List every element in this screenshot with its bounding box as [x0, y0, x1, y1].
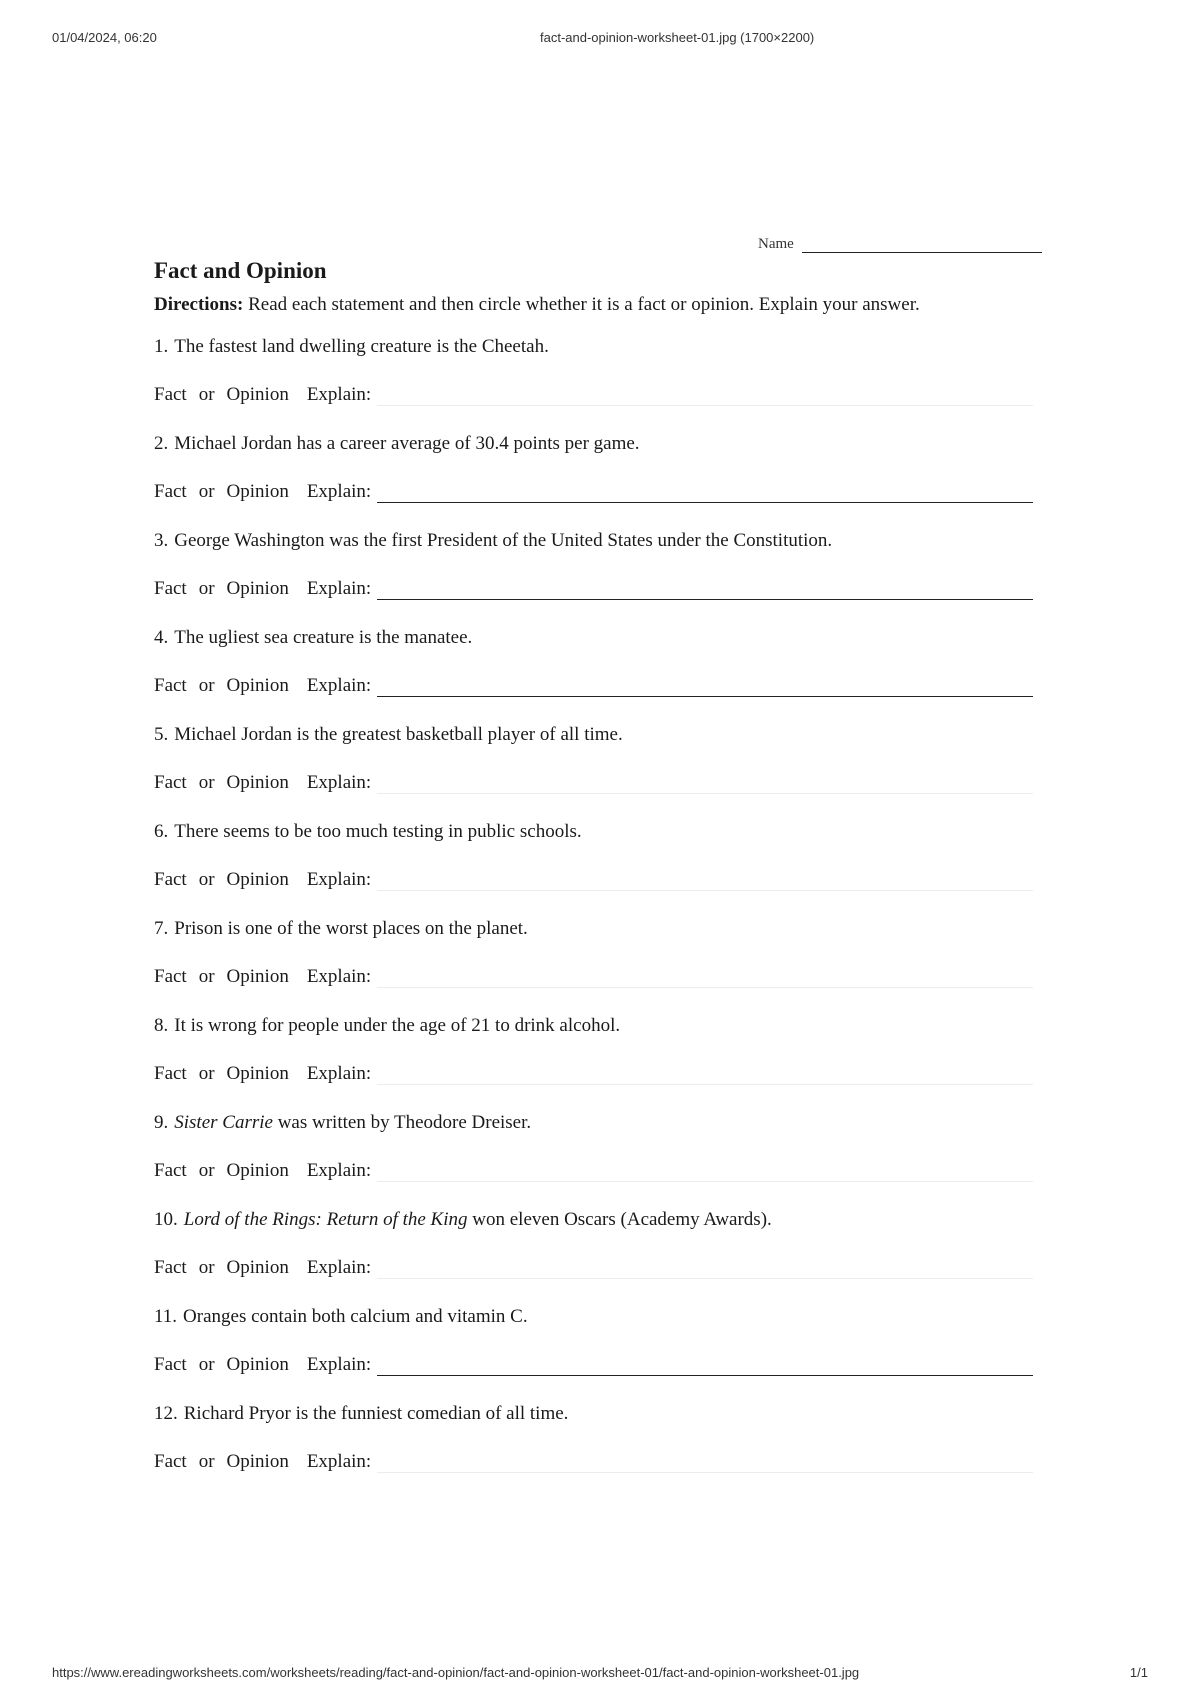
explain-answer-line[interactable] [377, 969, 1033, 988]
explain-label: Explain: [306, 1257, 372, 1278]
choice-opinion[interactable]: Opinion [226, 1451, 289, 1472]
explain-answer-line[interactable] [377, 678, 1033, 697]
choice-fact[interactable]: Fact [154, 1160, 187, 1181]
choice-fact[interactable]: Fact [154, 675, 187, 696]
question-text: George Washington was the first President of the United States under the Constitution. [174, 530, 833, 551]
question-text: Michael Jordan has a career average of 30.4 points per game. [174, 433, 640, 454]
question-item [154, 530, 1054, 627]
choice-opinion[interactable]: Opinion [226, 481, 289, 502]
question-number: 12. [154, 1403, 178, 1424]
question-text: The ugliest sea creature is the manatee. [174, 627, 473, 648]
answer-row [154, 1257, 1054, 1279]
question-text: The fastest land dwelling creature is the Cheetah. [174, 336, 549, 357]
question-number: 3. [154, 530, 169, 551]
explain-answer-line[interactable] [377, 1357, 1033, 1376]
answer-row [154, 384, 1054, 406]
choice-opinion[interactable]: Opinion [226, 772, 289, 793]
choice-fact[interactable]: Fact [154, 481, 187, 502]
question-text: There seems to be too much testing in public schools. [174, 821, 582, 842]
choice-separator: or [198, 1354, 215, 1375]
explain-answer-line[interactable] [377, 484, 1033, 503]
question-item [154, 724, 1054, 821]
question-number: 7. [154, 918, 169, 939]
print-date: 01/04/2024, 06:20 [52, 30, 157, 45]
answer-row [154, 675, 1054, 697]
question-list [154, 336, 1054, 1493]
question-statement [154, 1015, 1054, 1063]
question-text: Prison is one of the worst places on the planet. [174, 918, 528, 939]
choice-separator: or [198, 1257, 215, 1278]
choice-separator: or [198, 1451, 215, 1472]
question-item [154, 821, 1054, 918]
question-item [154, 433, 1054, 530]
question-title-italic: Sister Carrie [174, 1112, 273, 1133]
answer-row [154, 869, 1054, 891]
question-statement [154, 530, 1054, 578]
explain-answer-line[interactable] [377, 872, 1033, 891]
choice-separator: or [198, 1160, 215, 1181]
explain-label: Explain: [306, 1063, 372, 1084]
question-text: Oranges contain both calcium and vitamin C. [183, 1306, 528, 1327]
explain-label: Explain: [306, 966, 372, 987]
explain-label: Explain: [306, 481, 372, 502]
choice-opinion[interactable]: Opinion [226, 1354, 289, 1375]
choice-fact[interactable]: Fact [154, 1063, 187, 1084]
choice-fact[interactable]: Fact [154, 966, 187, 987]
answer-row [154, 1451, 1054, 1473]
answer-row [154, 1160, 1054, 1182]
explain-answer-line[interactable] [377, 581, 1033, 600]
print-page-number: 1/1 [1129, 1665, 1148, 1680]
explain-label: Explain: [306, 869, 372, 890]
answer-row [154, 772, 1054, 794]
name-input-line[interactable] [802, 236, 1042, 253]
answer-row [154, 481, 1054, 503]
explain-label: Explain: [306, 675, 372, 696]
directions [154, 294, 920, 316]
question-statement [154, 1403, 1054, 1451]
question-statement [154, 1306, 1054, 1354]
choice-separator: or [198, 966, 215, 987]
directions-label: Directions: [154, 294, 244, 315]
choice-opinion[interactable]: Opinion [226, 1063, 289, 1084]
question-item [154, 1112, 1054, 1209]
question-statement [154, 724, 1054, 772]
question-item [154, 1403, 1054, 1493]
explain-answer-line[interactable] [377, 387, 1033, 406]
question-number: 1. [154, 336, 169, 357]
choice-opinion[interactable]: Opinion [226, 578, 289, 599]
question-item [154, 1015, 1054, 1112]
explain-label: Explain: [306, 384, 372, 405]
question-statement [154, 1209, 1054, 1257]
explain-answer-line[interactable] [377, 1066, 1033, 1085]
choice-fact[interactable]: Fact [154, 578, 187, 599]
question-text: was written by Theodore Dreiser. [272, 1112, 532, 1133]
directions-text: Read each statement and then circle whether it is a fact or opinion. Explain your answer. [243, 294, 920, 315]
explain-label: Explain: [306, 772, 372, 793]
choice-separator: or [198, 772, 215, 793]
answer-row [154, 1063, 1054, 1085]
print-url: https://www.ereadingworksheets.com/worksheets/reading/fact-and-opinion/fact-and-opinion-worksheet-01/fact-and-opinion-worksheet-01.jpg [52, 1665, 860, 1680]
explain-label: Explain: [306, 1160, 372, 1181]
question-item [154, 1306, 1054, 1403]
choice-fact[interactable]: Fact [154, 1257, 187, 1278]
explain-answer-line[interactable] [377, 775, 1033, 794]
choice-fact[interactable]: Fact [154, 1354, 187, 1375]
question-item [154, 918, 1054, 1015]
explain-answer-line[interactable] [377, 1454, 1033, 1473]
choice-opinion[interactable]: Opinion [226, 966, 289, 987]
question-number: 9. [154, 1112, 169, 1133]
choice-fact[interactable]: Fact [154, 869, 187, 890]
choice-fact[interactable]: Fact [154, 772, 187, 793]
choice-separator: or [198, 675, 215, 696]
answer-row [154, 1354, 1054, 1376]
question-statement [154, 918, 1054, 966]
answer-row [154, 966, 1054, 988]
choice-separator: or [198, 869, 215, 890]
choice-opinion[interactable]: Opinion [226, 1160, 289, 1181]
choice-fact[interactable]: Fact [154, 1451, 187, 1472]
question-number: 5. [154, 724, 169, 745]
name-field [758, 236, 1042, 253]
choice-opinion[interactable]: Opinion [226, 675, 289, 696]
explain-answer-line[interactable] [377, 1163, 1033, 1182]
question-text: won eleven Oscars (Academy Awards). [467, 1209, 772, 1230]
question-item [154, 336, 1054, 433]
name-label: Name [758, 236, 794, 252]
question-number: 2. [154, 433, 169, 454]
explain-answer-line[interactable] [377, 1260, 1033, 1279]
question-statement [154, 433, 1054, 481]
choice-separator: or [198, 1063, 215, 1084]
choice-opinion[interactable]: Opinion [226, 384, 289, 405]
question-title-italic: Lord of the Rings: Return of the King [183, 1209, 468, 1230]
question-number: 4. [154, 627, 169, 648]
question-text: It is wrong for people under the age of 21 to drink alcohol. [174, 1015, 621, 1036]
answer-row [154, 578, 1054, 600]
explain-label: Explain: [306, 578, 372, 599]
choice-separator: or [198, 481, 215, 502]
choice-separator: or [198, 384, 215, 405]
question-statement [154, 336, 1054, 384]
print-doc-title: fact-and-opinion-worksheet-01.jpg (1700×2200) [540, 30, 815, 45]
question-statement [154, 627, 1054, 675]
question-number: 10. [154, 1209, 178, 1230]
question-statement [154, 821, 1054, 869]
print-header [52, 30, 1148, 50]
explain-label: Explain: [306, 1354, 372, 1375]
choice-separator: or [198, 578, 215, 599]
question-text: Richard Pryor is the funniest comedian of all time. [183, 1403, 569, 1424]
question-number: 6. [154, 821, 169, 842]
question-item [154, 627, 1054, 724]
question-item [154, 1209, 1054, 1306]
choice-opinion[interactable]: Opinion [226, 1257, 289, 1278]
explain-label: Explain: [306, 1451, 372, 1472]
question-number: 8. [154, 1015, 169, 1036]
choice-opinion[interactable]: Opinion [226, 869, 289, 890]
question-number: 11. [154, 1306, 178, 1327]
question-statement [154, 1112, 1054, 1160]
worksheet-title: Fact and Opinion [154, 258, 327, 283]
question-text: Michael Jordan is the greatest basketball player of all time. [174, 724, 623, 745]
choice-fact[interactable]: Fact [154, 384, 187, 405]
